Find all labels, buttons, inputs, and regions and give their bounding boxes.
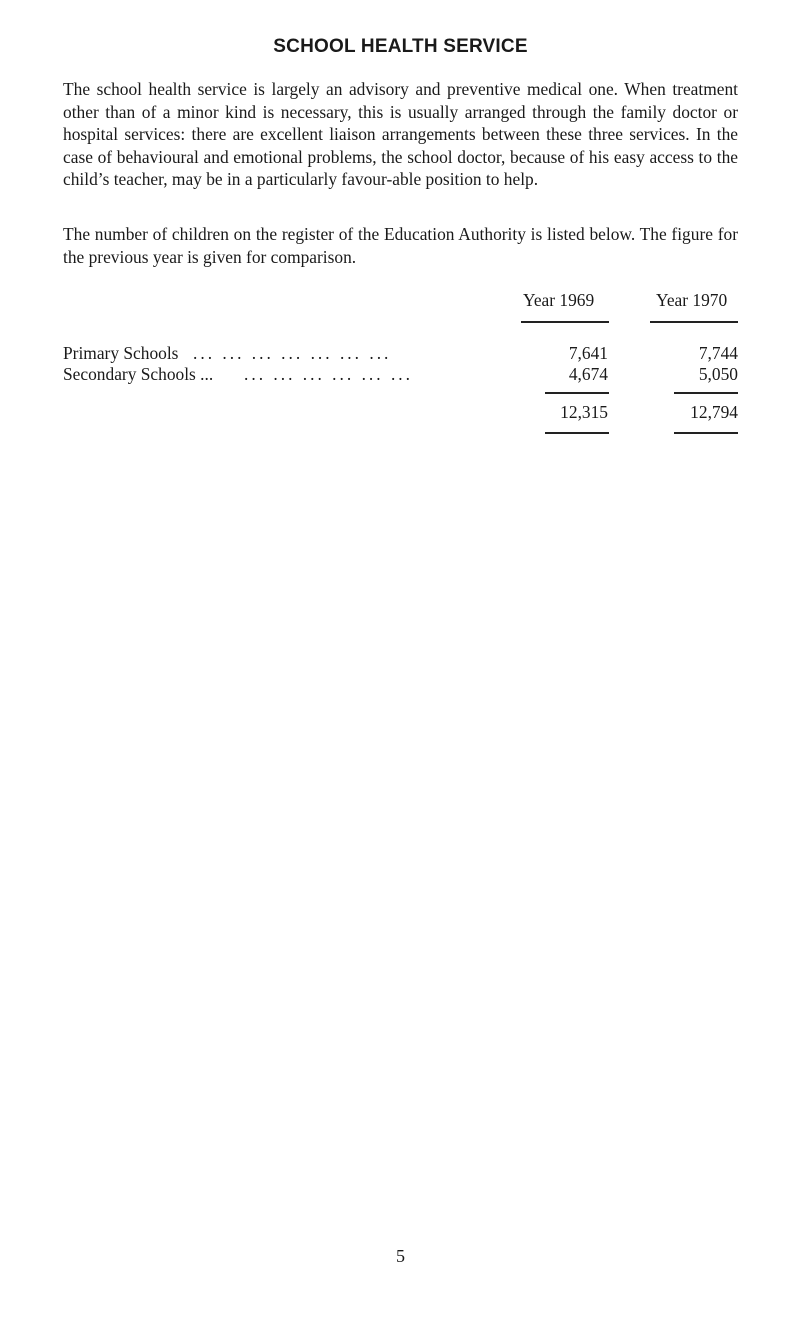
cell-primary-1970: 7,744 (698, 343, 738, 363)
row-label-secondary: Secondary Schools ... (63, 364, 214, 384)
total-1969: 12,315 (560, 402, 608, 422)
header-rule-1969 (521, 321, 609, 323)
total-1970: 12,794 (690, 402, 738, 422)
table-row (63, 343, 178, 364)
register-paragraph: The number of children on the register of the Education Authority is listed below. The figure for the previous year is given for comparison. (63, 224, 738, 267)
total-rule-top-1970 (674, 392, 738, 394)
row-leaders-secondary: ... ... ... ... ... ... (244, 364, 413, 384)
row-leaders-primary: ... ... ... ... ... ... ... (193, 343, 392, 363)
total-rule-bottom-1969 (545, 432, 609, 434)
cell-secondary-1969: 4,674 (568, 364, 608, 384)
page-title: SCHOOL HEALTH SERVICE (273, 36, 528, 57)
table-row (63, 364, 213, 385)
total-rule-top-1969 (545, 392, 609, 394)
total-rule-bottom-1970 (674, 432, 738, 434)
intro-paragraph: The school health service is largely an advisory and preventive medical one. When treatment other than of a minor kind is necessary, this is usually arranged through the family doctor or hospital services: there are excellent liaison arrangements between these three services. In the case of behavioural and emotional problems, the school doctor, because of his easy access to the child’s teacher, may be in a particularly favour-able position to help. (63, 79, 738, 190)
header-rule-1970 (650, 321, 738, 323)
header-year-1970: Year 1970 (656, 290, 728, 310)
cell-secondary-1970: 5,050 (698, 364, 738, 384)
cell-primary-1969: 7,641 (568, 343, 608, 363)
page-number: 5 (396, 1246, 405, 1266)
header-year-1969: Year 1969 (523, 290, 595, 310)
row-label-primary: Primary Schools (63, 343, 179, 363)
